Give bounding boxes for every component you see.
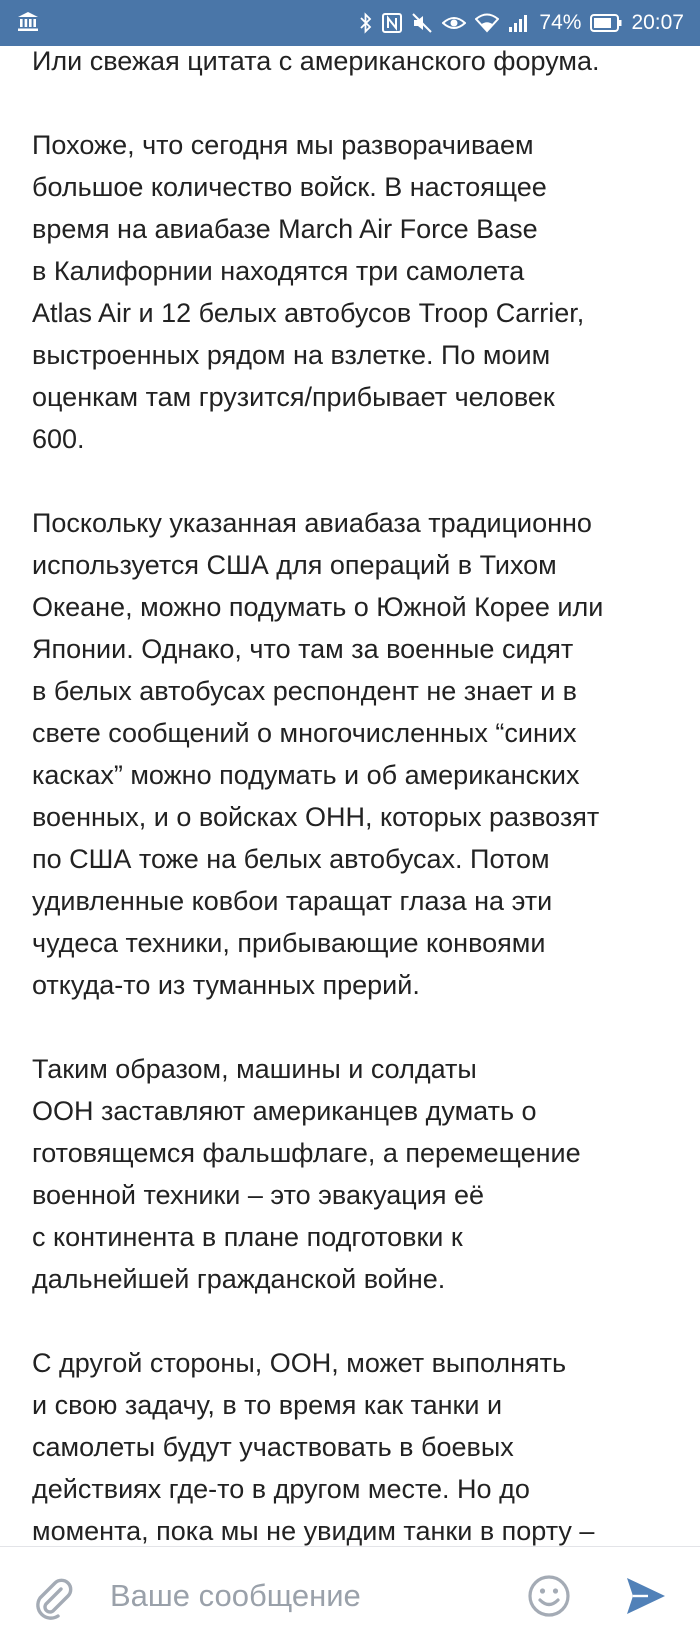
message-paragraph: Таким образом, машины и солдаты ООН заставляют американцев думать о готовящемся фальшфлаге, а перемещение военной техники – это эвакуация её с континента в плане подготовки к дальнейшей гражданской войне. — [32, 1054, 581, 1294]
bluetooth-icon — [359, 12, 373, 34]
emoji-icon[interactable] — [526, 1573, 572, 1624]
paperclip-icon[interactable] — [30, 1575, 76, 1626]
signal-icon — [508, 13, 530, 33]
message-paragraph: Похоже, что сегодня мы разворачиваем большое количество войск. В настоящее время на авиабазе March Air Force Base в Калифорнии находятся три самолета Atlas Air и 12 белых автобусов Troop Carrier, выстроенных рядом на взлетке. По моим оценкам там грузится/прибывает человек 600. — [32, 130, 585, 454]
message-text — [32, 46, 684, 1546]
nfc-icon — [382, 13, 402, 33]
status-bar — [0, 0, 700, 46]
eye-icon — [442, 13, 466, 33]
message-paragraph: С другой стороны, ООН, может выполнять и свою задачу, в то время как танки и самолеты будут участвовать в боевых действиях где-то в другом месте. Но до момента, пока мы не увидим танки в порту – — [32, 1348, 595, 1546]
battery-icon — [590, 14, 622, 32]
status-icons — [359, 0, 684, 46]
message-input[interactable] — [108, 1573, 512, 1619]
send-icon[interactable] — [624, 1575, 668, 1622]
bank-icon — [16, 9, 40, 38]
mute-icon — [411, 12, 433, 34]
message-paragraph: Поскольку указанная авиабаза традиционно используется США для операций в Тихом Океане, можно подумать о Южной Корее или Японии. Однако, что там за военные сидят в белых автобусах респондент не знает и в свете сообщений о многочисленных “синих касках” можно подумать и об американских военных, и о войсках ОНН, которых развозят по США тоже на белых автобусах. Потом удивленные ковбои таращат глаза на эти чудеса техники, прибывающие конвоями откуда-то из туманных прерий. — [32, 508, 604, 1000]
clock: 20:07 — [631, 11, 684, 34]
message-paragraph: Или свежая цитата с американского форума. — [32, 46, 600, 76]
wifi-icon — [475, 13, 499, 33]
message-composer — [0, 1546, 700, 1644]
battery-percent: 74% — [539, 11, 582, 34]
